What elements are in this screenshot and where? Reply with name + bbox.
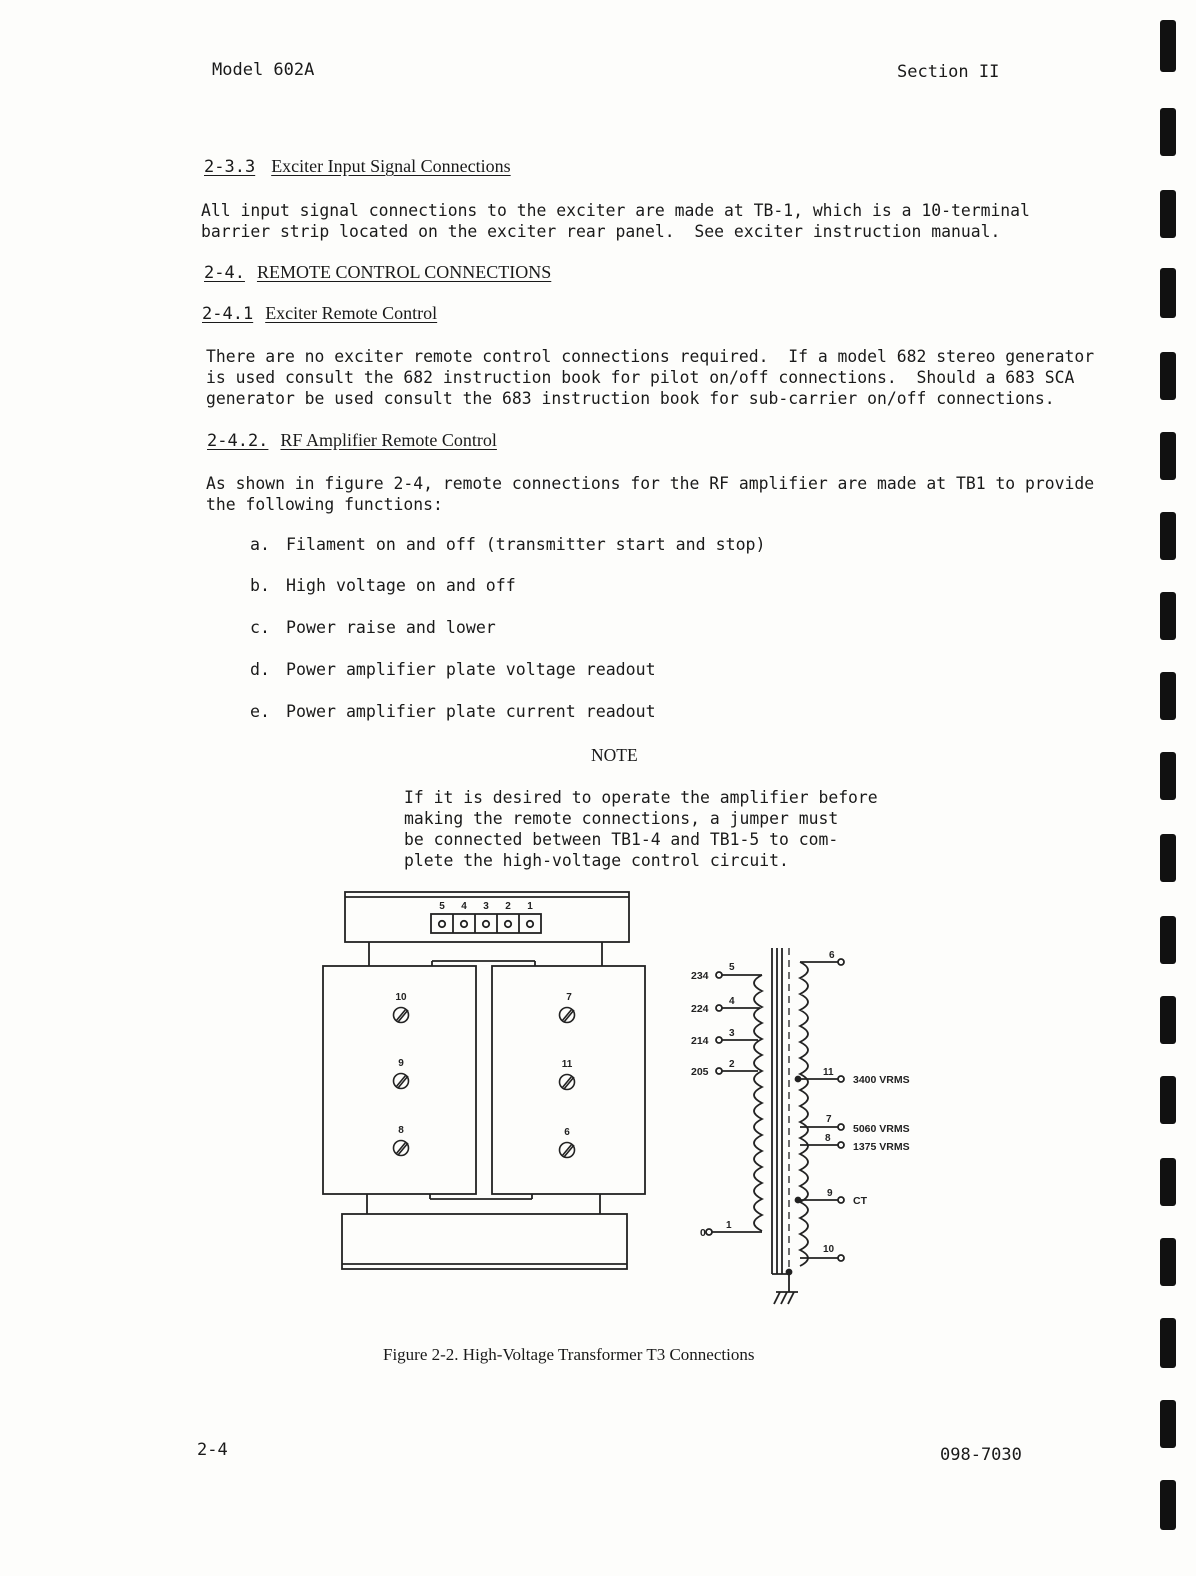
binder-mark (1160, 20, 1176, 72)
binder-mark (1160, 1400, 1176, 1448)
top-bracket (345, 892, 629, 942)
terminal-number: 10 (395, 992, 407, 1003)
secondary-winding (800, 962, 808, 1266)
binder-mark (1160, 916, 1176, 964)
list-text: Power raise and lower (286, 618, 496, 637)
terminal-number: 8 (398, 1125, 404, 1136)
header-section: Section II (897, 62, 1000, 82)
tap-voltage: 0 (700, 1227, 706, 1239)
note-body: If it is desired to operate the amplifier before making the remote connections, a jumper must be connected between TB1-4 and TB1-5 to com- plete the high-voltage control circuit. (404, 788, 878, 870)
tap-pin: 1 (726, 1220, 732, 1231)
tap-pin: 4 (729, 996, 735, 1007)
terminal-number: 9 (398, 1058, 404, 1069)
tap-pin: 7 (826, 1114, 832, 1125)
list-text: Filament on and off (transmitter start and stop) (286, 535, 766, 554)
binder-mark (1160, 592, 1176, 640)
tap-voltage: 205 (691, 1066, 709, 1078)
strip-number: 2 (505, 901, 511, 912)
binder-mark (1160, 108, 1176, 156)
tap-label: 3400 VRMS (853, 1074, 910, 1086)
tap-pin: 10 (823, 1244, 835, 1255)
header-model: Model 602A (212, 60, 315, 80)
strip-number: 5 (439, 901, 445, 912)
primary-winding (754, 975, 762, 1231)
secondary-top-pin: 6 (829, 950, 835, 961)
figure-caption: Figure 2-2. High-Voltage Transformer T3 Connections (383, 1345, 755, 1364)
tap-voltage: 214 (691, 1035, 709, 1047)
page-number: 2-4 (197, 1440, 228, 1460)
paragraph-2-4-2: As shown in figure 2-4, remote connections for the RF amplifier are made at TB1 to provide the following functions: (206, 474, 1095, 514)
list-text: Power amplifier plate voltage readout (286, 660, 656, 679)
note-title: NOTE (591, 745, 638, 765)
tap-pin: 11 (823, 1067, 834, 1078)
heading-number: 2-3.3 (204, 157, 256, 177)
heading-title: REMOTE CONTROL CONNECTIONS (256, 262, 552, 282)
binder-mark (1160, 834, 1176, 882)
list-label: d. (250, 660, 270, 679)
list-label: e. (250, 702, 270, 721)
binder-mark (1160, 268, 1176, 318)
terminal-number: 7 (566, 992, 572, 1003)
document-number: 098-7030 (940, 1445, 1022, 1465)
binder-mark (1160, 672, 1176, 720)
paragraph-2-4-1: There are no exciter remote control connections required. If a model 682 stereo generator is used consult the 682 instruction book for pilot on/off connections. Should a 683 SCA generator be used consult the 683 instruction book for sub-carrier on/off connections. (206, 347, 1095, 408)
heading-title: Exciter Remote Control (265, 303, 438, 323)
binder-mark (1160, 1076, 1176, 1124)
strip-number: 3 (483, 901, 489, 912)
tap-label: 1375 VRMS (853, 1141, 910, 1153)
strip-number: 1 (527, 901, 533, 912)
tap-pin: 5 (729, 962, 735, 973)
binder-mark (1160, 352, 1176, 400)
binder-mark (1160, 190, 1176, 238)
heading-title: Exciter Input Signal Connections (271, 156, 511, 176)
bottom-bracket (342, 1214, 627, 1269)
list-text: Power amplifier plate current readout (286, 702, 656, 721)
binder-mark (1160, 1480, 1176, 1530)
tap-label: 5060 VRMS (853, 1123, 910, 1135)
terminal-number: 6 (564, 1127, 570, 1138)
tap-voltage: 234 (691, 970, 709, 982)
binder-mark (1160, 1318, 1176, 1368)
terminal-number: 11 (561, 1059, 573, 1070)
heading-number: 2-4. (204, 263, 245, 283)
tap-pin: 9 (827, 1188, 833, 1199)
strip-number: 4 (461, 901, 467, 912)
list-label: b. (250, 576, 270, 595)
terminal-strip (431, 914, 541, 933)
tap-pin: 2 (729, 1059, 735, 1070)
paragraph-2-3-3: All input signal connections to the exciter are made at TB-1, which is a 10-terminal barrier strip located on the exciter rear panel. See exciter instruction manual. (201, 201, 1030, 241)
tap-label: CT (853, 1195, 867, 1207)
tap-pin: 8 (825, 1133, 831, 1144)
list-label: a. (250, 535, 270, 554)
binder-mark (1160, 1238, 1176, 1286)
list-text: High voltage on and off (286, 576, 516, 595)
heading-title: RF Amplifier Remote Control (280, 430, 497, 450)
binder-mark (1160, 1158, 1176, 1206)
binder-mark (1160, 752, 1176, 800)
binder-mark (1160, 996, 1176, 1044)
tap-pin: 3 (729, 1028, 735, 1039)
list-label: c. (250, 618, 270, 637)
heading-number: 2-4.1 (202, 304, 254, 324)
tap-voltage: 224 (691, 1003, 709, 1015)
binder-mark (1160, 432, 1176, 480)
heading-number: 2-4.2. (207, 431, 269, 451)
binder-mark (1160, 512, 1176, 560)
